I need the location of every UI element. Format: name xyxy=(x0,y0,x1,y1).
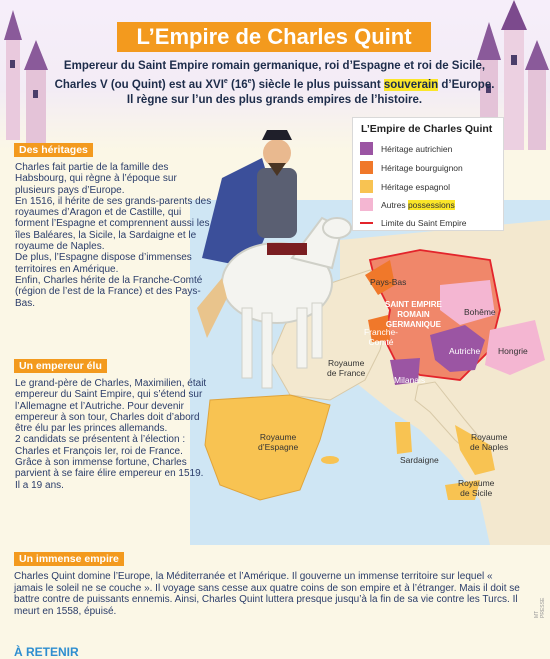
intro-sup-2: e xyxy=(247,78,252,85)
legend-title: L’Empire de Charles Quint xyxy=(361,123,493,135)
section-immense-text: Charles Quint domine l’Europe, la Méditerranée et l’Amérique. Il gouverne un immense territoire sur lequel « jamais le soleil ne se couche ». Il voyage sans cesse aux quatre coins de son empire et à l’étranger. Mais il doit se battre contre de puissants ennemis. Ainsi, Charles Quint luttera presque jusqu’à la fin de sa vie contre les Turcs. Il meurt en 1558, épuisé. xyxy=(14,571,520,617)
sardaigne-territory xyxy=(395,422,412,454)
section-heritages-prefix: Des xyxy=(19,144,42,156)
legend-label-possessions-highlight: possessions xyxy=(407,200,455,210)
section-empereur-text: Le grand-père de Charles, Maximilien, était empereur du Saint Empire, qui s’étend sur l’Allemagne et l’Autriche. Pour devenir empereur à son tour, Charles doit d’abord être élu par les princes allemands. 2 candidats se présentent à l’élection : Charles et François Ier, roi de France. Grâce à son immense fortune, Charles parvient à se faire élire empereur en 1519. Il a 19 ans. xyxy=(15,378,207,491)
page-title: L’Empire de Charles Quint xyxy=(117,22,431,52)
legend-label-limite: Limite du Saint Empire xyxy=(381,218,467,228)
legend-label-possessions xyxy=(381,200,455,210)
section-heritages-highlight: héritages xyxy=(41,144,88,156)
intro-text-1: Empereur du Saint Empire romain germanique, roi d’Espagne et roi de Sicile, Charles V (ou Quint) est au XVI xyxy=(54,60,486,91)
intro-highlight-souverain: souverain xyxy=(383,78,439,91)
map-label-hongrie: Hongrie xyxy=(498,346,528,356)
intro-text-4: d’Europe. Il règne sur l’un des plus grands empires de l’histoire. xyxy=(126,78,495,106)
map-label-royaume-naples: Royaume de Naples xyxy=(470,432,509,452)
section-empereur-label: Un empereur élu xyxy=(14,359,107,373)
legend-label-bourguignon: Héritage bourguignon xyxy=(381,163,463,173)
map-label-royaume-espagne: Royaume d’Espagne xyxy=(258,432,299,452)
map-label-milanais: Milanais xyxy=(394,375,426,385)
map-label-autriche: Autriche xyxy=(449,346,481,356)
map-label-sardaigne: Sardaigne xyxy=(400,455,439,465)
map-label-royaume-sicile: Royaume de Sicile xyxy=(458,478,495,498)
legend-label-possessions-prefix: Autres xyxy=(381,200,408,210)
section-heritages-label xyxy=(14,143,93,157)
intro-text-3: ) siècle le plus puissant xyxy=(251,78,384,91)
intro-sup-1: e xyxy=(223,78,228,85)
section-immense-label: Un immense empire xyxy=(14,552,124,566)
map-legend xyxy=(352,117,504,231)
map-label-royaume-france: Royaume de France xyxy=(327,358,366,378)
map-label-pays-bas: Pays-Bas xyxy=(370,277,407,287)
legend-label-espagnol: Héritage espagnol xyxy=(381,182,450,192)
a-retenir-heading: À RETENIR xyxy=(14,645,79,659)
intro-paragraph xyxy=(52,59,497,108)
map-label-boheme: Bohême xyxy=(464,307,496,317)
legend-label-autrichien: Héritage autrichien xyxy=(381,144,453,154)
map-label-saint-empire: SAINT EMPIRE ROMAIN GERMANIQUE xyxy=(385,300,442,329)
map-label-franche-comte: Franche- Comté xyxy=(364,327,399,347)
intro-text-2: (16 xyxy=(227,78,248,91)
credit-label: MT PRESSE xyxy=(534,597,546,618)
baleares-islands xyxy=(321,456,339,464)
section-heritages-text: Charles fait partie de la famille des Habsbourg, qui règne à l’époque sur plusieurs pays d’Europe. En 1516, il hérite de ses grands-parents des royaumes d’Aragon et de Castille, qui forment l’Espagne et comprennent aussi les îles Baléares, la Sicile, la Sardaigne et le royaume de Naples. De plus, l’Espagne dispose d’immenses territoires en Amérique. Enfin, Charles hérite de la Franche-Comté (région de l’est de la France) et des Pays-Bas. xyxy=(15,162,212,309)
